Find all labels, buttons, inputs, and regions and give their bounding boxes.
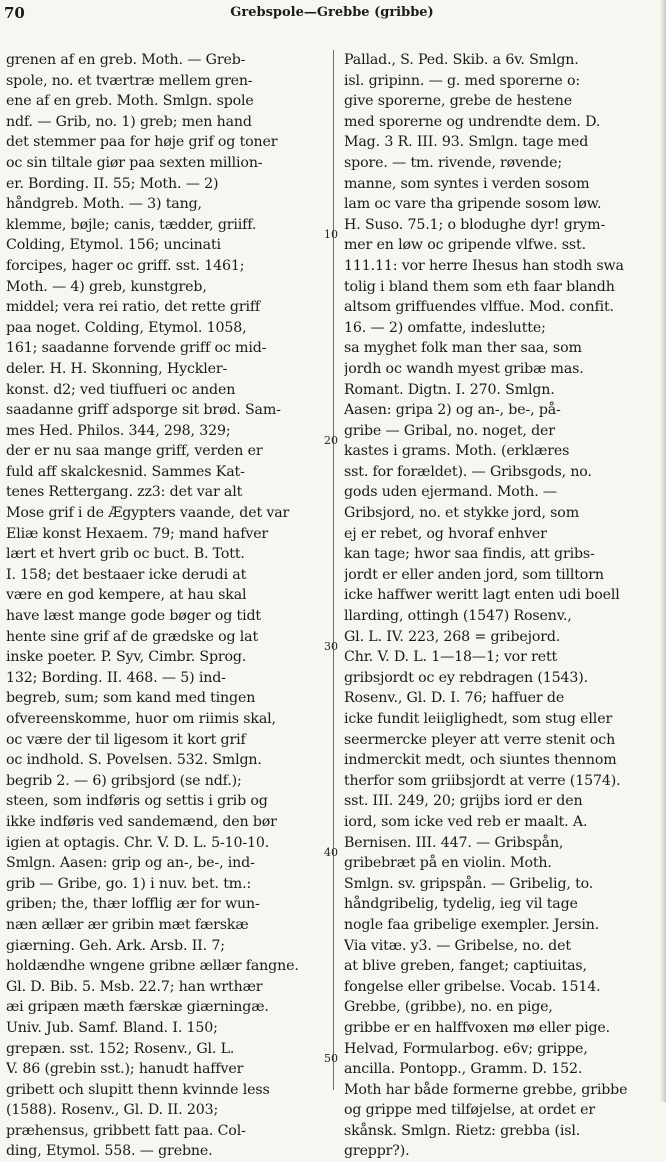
text-line: indmerckit medt, och siuntes thennom: [344, 752, 617, 769]
column-divider: [333, 50, 334, 1090]
text-line: spore. — tm. rivende, røvende;: [344, 154, 562, 171]
text-line: iord, som icke ved reb er maalt. A.: [344, 813, 588, 830]
text-line: H. Suso. 75.1; o blodughe dyr! grym-: [344, 216, 606, 233]
text-line: have læst mange gode bøger og tidt: [6, 608, 261, 625]
text-line: 161; saadanne forvende griff oc mid-: [6, 340, 267, 357]
text-line: isl. gripinn. — g. med sporerne o:: [344, 72, 581, 89]
text-line: spole, no. et tværtræ mellem gren-: [6, 72, 253, 89]
text-line: oc indhold. S. Povelsen. 532. Smlgn.: [6, 752, 262, 769]
text-line: Helvad, Formularbog. e6v; grippe,: [344, 1040, 588, 1057]
text-line: Gribsjord, no. et stykke jord, som: [344, 505, 579, 522]
text-line: hente sine grif af de grædske og lat: [6, 628, 259, 645]
text-line: deler. H. H. Skonning, Hyckler-: [6, 360, 228, 377]
text-line: ndf. — Grib, no. 1) greb; men hand: [6, 113, 252, 130]
text-line: Chr. V. D. L. 1—18—1; vor rett: [344, 649, 558, 666]
text-line: greppr?).: [344, 1143, 410, 1160]
text-line: give sporerne, grebe de hestene: [344, 93, 572, 110]
text-line: ancilla. Pontopp., Gramm. D. 152.: [344, 1061, 583, 1078]
text-line: Mag. 3 R. III. 93. Smlgn. tage med: [344, 134, 589, 151]
text-line: sa myghet folk man ther saa, som: [344, 340, 582, 357]
text-line: Pallad., S. Ped. Skib. a 6v. Smlgn.: [344, 52, 579, 68]
text-line: grepæn. sst. 152; Rosenv., Gl. L.: [6, 1040, 235, 1057]
text-line: ikke indføris ved sandemænd, den bør: [6, 813, 277, 830]
text-line: Univ. Jub. Samf. Bland. I. 150;: [6, 1019, 218, 1036]
text-line: Smlgn. sv. gripspån. — Gribelig, to.: [344, 875, 594, 892]
text-line: saadanne griff adsporge sit brød. Sam-: [6, 402, 281, 419]
line-number-10: 10: [324, 228, 338, 241]
text-line: Gl. L. IV. 223, 268 = gribejord.: [344, 628, 561, 645]
text-line: inske poeter. P. Syv, Cimbr. Sprog.: [6, 649, 247, 666]
page-header: [4, 4, 660, 26]
text-line: nogle faa gribelige exempler. Jersin.: [344, 916, 600, 933]
text-line: middel; vera rei ratio, det rette griff: [6, 299, 261, 316]
text-line: Gl. D. Bib. 5. Msb. 22.7; han wrthær: [6, 978, 263, 995]
text-line: forcipes, hager oc griff. sst. 1461;: [6, 257, 245, 274]
text-line: Mose grif i de Ægypters vaande, det var: [6, 505, 290, 522]
text-line: grenen af en greb. Moth. — Greb-: [6, 52, 246, 68]
text-line: fongelse eller gribelse. Vocab. 1514.: [344, 978, 601, 995]
text-line: det stemmer paa for høje grif og toner: [6, 134, 278, 151]
text-line: lært et hvert grib oc buct. B. Tott.: [6, 546, 245, 563]
text-line: at blive greben, fanget; captiuitas,: [344, 958, 587, 975]
text-line: Rosenv., Gl. D. I. 76; haffuer de: [344, 690, 565, 707]
text-line: griben; the, thær lofflig ær for wun-: [6, 896, 260, 913]
text-line: være en god kempere, at hau skal: [6, 587, 247, 604]
text-line: mer en løw oc gripende vlfwe. sst.: [344, 237, 586, 254]
text-line: begreb, sum; som kand med tingen: [6, 690, 256, 707]
text-line: grib — Gribe, go. 1) i nuv. bet. tm.:: [6, 875, 252, 892]
text-line: Grebbe, (gribbe), no. en pige,: [344, 999, 553, 1016]
text-line: jordt er eller anden jord, som tilltorn: [344, 566, 604, 583]
text-line: 111.11: vor herre Ihesus han stodh swa: [344, 257, 624, 274]
left-column: [6, 50, 324, 1162]
text-line: Bernisen. III. 447. — Gribspån,: [344, 834, 564, 851]
text-line: håndgreb. Moth. — 3) tang,: [6, 196, 202, 213]
text-line: begrib 2. — 6) gribsjord (se ndf.);: [6, 772, 242, 789]
text-line: mes Hed. Philos. 344, 298, 329;: [6, 422, 231, 439]
line-number-50: 50: [324, 1052, 338, 1065]
text-line: konst. d2; ved tiuffueri oc anden: [6, 381, 236, 398]
text-line: Moth har både formerne grebbe, gribbe: [344, 1081, 628, 1098]
text-line: gribe — Gribal, no. noget, der: [344, 422, 555, 439]
text-line: sst. III. 249, 20; grijbs iord er den: [344, 793, 583, 810]
text-line: gribbe er en halffvoxen mø eller pige.: [344, 1019, 611, 1036]
text-line: ene af en greb. Moth. Smlgn. spole: [6, 93, 254, 110]
text-line: fuld aff skalckesnid. Sammes Kat-: [6, 463, 245, 480]
text-line: Via vitæ. y3. — Gribelse, no. det: [344, 937, 571, 954]
text-line: næn ællær ær gribin mæt færskæ: [6, 916, 249, 933]
text-line: og grippe med tilføjelse, at ordet er: [344, 1102, 595, 1119]
text-line: tolig i bland them som eth faar blandh: [344, 278, 615, 295]
text-line: med sporerne og undrendte dem. D.: [344, 113, 601, 130]
text-line: klemme, bøjle; canis, tædder, griiff.: [6, 216, 257, 233]
text-line: 132; Bording. II. 468. — 5) ind-: [6, 669, 226, 686]
text-line: igien at optagis. Chr. V. D. L. 5-10-10.: [6, 834, 270, 851]
text-line: gribsjordt oc ey rebdragen (1543).: [344, 669, 588, 686]
text-line: Eliæ konst Hexaem. 79; mand hafver: [6, 525, 269, 542]
text-line: lam oc vare tha gripende sosom løw.: [344, 196, 602, 213]
text-line: I. 158; det bestaaer icke derudi at: [6, 566, 247, 583]
text-line: icke haffwer weritt lagt enten udi boell: [344, 587, 620, 604]
text-line: Colding, Etymol. 156; uncinati: [6, 237, 221, 254]
text-line: gods uden ejermand. Moth. —: [344, 484, 557, 501]
text-line: seermercke pleyer att verre stenit och: [344, 731, 616, 748]
text-line: gribebræt på en violin. Moth.: [344, 855, 552, 872]
text-line: 16. — 2) omfatte, indeslutte;: [344, 319, 546, 336]
text-line: er. Bording. II. 55; Moth. — 2): [6, 175, 219, 192]
text-line: oc sin tiltale giør paa sexten million-: [6, 154, 263, 171]
running-head: Grebspole—Grebbe (gribbe): [230, 5, 434, 20]
text-line: (1588). Rosenv., Gl. D. II. 203;: [6, 1102, 219, 1119]
text-line: jordh oc wandh myest gribæ mas.: [344, 360, 584, 377]
text-line: manne, som syntes i verden sosom: [344, 175, 590, 192]
text-line: Moth. — 4) greb, kunstgreb,: [6, 278, 207, 295]
text-line: kan tage; hwor saa findis, att gribs-: [344, 546, 595, 563]
text-line: steen, som indføris og settis i grib og: [6, 793, 268, 810]
line-number-40: 40: [324, 846, 338, 859]
page-number: 70: [4, 4, 25, 22]
line-number-30: 30: [324, 640, 338, 653]
text-line: altsom griffuendes vlffue. Mod. confit.: [344, 299, 614, 316]
text-line: Aasen: gripa 2) og an-, be-, på-: [344, 402, 561, 419]
text-line: Romant. Digtn. I. 270. Smlgn.: [344, 381, 555, 398]
text-line: llarding, ottingh (1547) Rosenv.,: [344, 608, 572, 625]
text-line: giærning. Geh. Ark. Arsb. II. 7;: [6, 937, 225, 954]
text-line: sst. for forældet). — Gribsgods, no.: [344, 463, 592, 480]
text-line: Smlgn. Aasen: grip og an-, be-, ind-: [6, 855, 255, 872]
text-line: æi gripæn mæth færskæ giærningæ.: [6, 999, 269, 1016]
text-line: håndgribelig, tydelig, ieg vil tage: [344, 896, 578, 913]
text-line: kastes i grams. Moth. (erklæres: [344, 443, 570, 460]
text-line: holdændhe wngene gribne ællær fangne.: [6, 958, 299, 975]
page-edge-shadow: [660, 0, 666, 1102]
text-line: ej er rebet, og hvoraf enhver: [344, 525, 547, 542]
text-line: icke fundit leiiglighedt, som stug eller: [344, 711, 613, 727]
right-column: [344, 50, 656, 1162]
text-line: tenes Rettergang. zz3: det var alt: [6, 484, 243, 501]
text-line: skånsk. Smlgn. Rietz: grebba (isl.: [344, 1122, 581, 1139]
text-line: therfor som griibsjordt at verre (1574).: [344, 772, 621, 789]
text-line: ding, Etymol. 558. — grebne.: [6, 1143, 213, 1160]
text-line: ofvereenskomme, huor om riimis skal,: [6, 711, 276, 727]
text-line: V. 86 (grebin sst.); hanudt haffver: [6, 1061, 244, 1078]
text-line: der er nu saa mange griff, verden er: [6, 443, 263, 460]
text-line: oc være der til ligesom it kort grif: [6, 731, 246, 748]
text-line: gribett och slupitt thenn kvinnde less: [6, 1081, 270, 1098]
text-line: paa noget. Colding, Etymol. 1058,: [6, 319, 247, 336]
line-number-20: 20: [324, 434, 338, 447]
text-line: præhensus, gribbett fatt paa. Col-: [6, 1122, 246, 1139]
